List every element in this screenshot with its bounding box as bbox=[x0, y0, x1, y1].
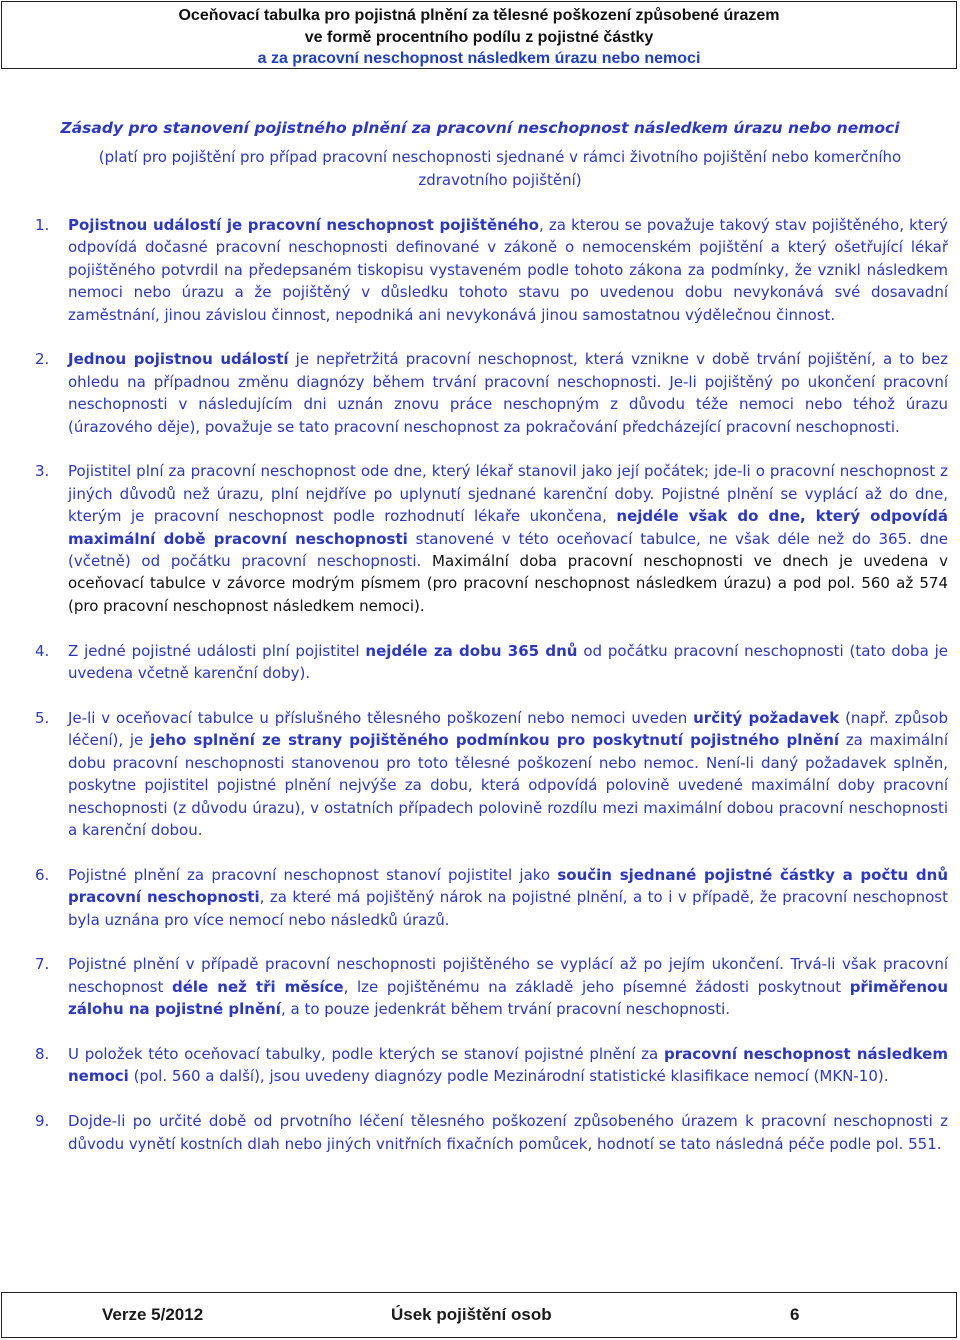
text-span: Pojistné plnění v případě pracovní neschopnosti pojištěného se vyplácí až po jejím ukončení. Trvá-li však pracovní neschopnost bbox=[68, 955, 948, 996]
text-span: stanovené v této oceňovací tabulce, ne však déle než do 365. dne (včetně) od počátku pracovní neschopnosti. bbox=[68, 529, 948, 571]
text-span: přiměřenou zálohu na pojistné plnění bbox=[68, 977, 949, 1019]
text-span: , lze pojištěnému na základě jeho písemné žádosti poskytnout bbox=[343, 977, 850, 996]
text-span: součin sjednané pojistné částky a počtu dnů pracovní neschopnosti bbox=[68, 865, 948, 907]
text-span: Pojistitel plní za pracovní neschopnost ode dne, který lékař stanovil jako její počátek; jde-li o pracovní neschopnost z jiných důvodů než úrazu, plní nejdříve po uplynutí sjednané karenční doby. Pojistné plnění se vyplácí až do dne, kterým je pracovní neschopnost podle rozhodnutí lékaře ukončena, bbox=[68, 462, 948, 526]
item-number: 7. bbox=[35, 955, 50, 974]
text-span: Pojistné plnění za pracovní neschopnost stanoví pojistitel jako bbox=[68, 865, 558, 884]
list-item bbox=[0, 864, 948, 931]
section-note: (platí pro pojištění pro případ pracovní neschopnosti sjednané v rámci životního pojištění nebo komerčního zdravotního pojištění) bbox=[98, 148, 902, 189]
text-span: nejdéle za dobu 365 dnů bbox=[365, 641, 578, 660]
list-item bbox=[0, 460, 948, 617]
list-item bbox=[0, 640, 948, 685]
item-number: 8. bbox=[35, 1044, 50, 1063]
section-title: Zásady pro stanovení pojistného plnění za pracovní neschopnost následkem úrazu nebo nemoci bbox=[60, 119, 900, 137]
rules-list bbox=[0, 214, 960, 1177]
list-item bbox=[0, 348, 948, 438]
item-number: 1. bbox=[35, 216, 50, 234]
footer-version: Verze 5/2012 bbox=[102, 1305, 204, 1324]
text-span: určitý požadavek bbox=[693, 708, 840, 727]
footer-department: Úsek pojištění osob bbox=[391, 1305, 552, 1324]
document-header bbox=[1, 1, 957, 69]
text-span: déle než tři měsíce bbox=[171, 977, 344, 996]
header-title-line-3: a za pracovní neschopnost následkem úrazu nebo nemoci bbox=[257, 50, 701, 67]
text-span: U položek této oceňovací tabulky, podle kterých se stanoví pojistné plnění za bbox=[68, 1044, 664, 1063]
text-span: , za které má pojištěný nárok na pojistné plnění, a to i v případě, že pracovní neschopnost byla uznána pro více nemocí nebo následků úrazů. bbox=[68, 888, 948, 929]
text-span: pracovní neschopnost následkem nemoci bbox=[68, 1044, 948, 1086]
footer-page-number: 6 bbox=[790, 1305, 800, 1324]
text-span: jeho splnění ze strany pojištěného podmínkou pro poskytnutí pojistného plnění bbox=[149, 731, 840, 750]
item-number: 3. bbox=[35, 462, 50, 481]
document-footer bbox=[1, 1292, 957, 1338]
list-item bbox=[0, 1043, 948, 1088]
text-span: nejdéle však do dne, který odpovídá maximální době pracovní neschopnosti bbox=[68, 507, 948, 548]
item-number: 5. bbox=[35, 708, 50, 727]
text-span: za maximální dobu pracovní neschopnosti stanovenou pro toto tělesné poškození nebo nemoc. Není-li daný požadavek splněn, poskytne pojistitel pojistné plnění nejvýše za dobu, která odpovídá polovině uvedené maximální doby pracovní neschopnosti (z důvodu úrazu), v ostatních případech polovině rozdílu mezi maximální dobou pracovní neschopnosti a karenční dobou. bbox=[68, 731, 948, 839]
text-span: , za kterou se považuje takový stav pojištěného, který odpovídá dočasné pracovní neschopnosti definované v zákoně o nemocenském pojištění a který ošetřující lékař pojištěného potvrdil na předepsaném tiskopisu vystaveném podle tohoto zákona za podmínky, že vznikl následkem nemoci nebo úrazu a že pojištěný v důsledku tohoto stavu po uvedenou dobu nevykonává své dosavadní zaměstnání, jinou závislou činnost, nepodniká ani nevykonává jinou samostatnou výdělečnou činnost. bbox=[68, 216, 948, 324]
list-item bbox=[0, 707, 948, 841]
list-item bbox=[0, 953, 948, 1020]
text-span: je nepřetržitá pracovní neschopnost, která vznikne v době trvání pojištění, a to bez ohledu na případnou změnu diagnózy během trvání pracovní neschopnosti. Je-li pojištěný po ukončení pracovní neschopnosti v následujícím dni uznán znovu práce neschopným z důvodu téže nemoci nebo téhož úrazu (úrazového děje), považuje se tato pracovní neschopnost za pokračování předcházející pracovní neschopnosti. bbox=[68, 350, 948, 436]
list-item bbox=[0, 214, 948, 326]
text-span: Z jedné pojistné události plní pojistitel bbox=[68, 641, 366, 660]
item-number: 4. bbox=[35, 641, 50, 660]
header-title-line-2: ve formě procentního podílu z pojistné částky bbox=[304, 28, 654, 46]
header-title-line-1: Oceňovací tabulka pro pojistná plnění za tělesné poškození způsobené úrazem bbox=[178, 7, 780, 24]
item-number: 6. bbox=[35, 865, 50, 884]
text-span: od počátku pracovní neschopnosti (tato doba je uvedena včetně karenční doby). bbox=[68, 641, 949, 683]
item-number: 2. bbox=[35, 350, 50, 369]
text-span: (např. způsob léčení), je bbox=[68, 708, 948, 750]
text-span: Pojistnou událostí je pracovní neschopnost pojištěného bbox=[68, 216, 539, 234]
text-span: Dojde-li po určité době od prvotního léčení tělesného poškození způsobeného úrazem k pracovní neschopnosti z důvodu vynětí kostních dlah nebo jiných vnitřních fixačních pomůcek, hodnotí se tato následná péče podle pol. 551. bbox=[68, 1112, 948, 1153]
text-span: , a to pouze jedenkrát během trvání pracovní neschopnosti. bbox=[280, 1000, 731, 1019]
item-number: 9. bbox=[35, 1112, 50, 1131]
text-span: Jednou pojistnou událostí bbox=[68, 350, 289, 369]
text-span: Maximální doba pracovní neschopnosti ve dnech je uvedena v oceňovací tabulce v závorce modrým písmem (pro pracovní neschopnost následkem úrazu) a pod pol. 560 až 574 (pro pracovní neschopnost následkem nemoci). bbox=[68, 552, 948, 615]
list-item bbox=[0, 1110, 948, 1155]
text-span: Je-li v oceňovací tabulce u příslušného tělesného poškození nebo nemoci uveden bbox=[68, 708, 694, 727]
text-span: (pol. 560 a další), jsou uvedeny diagnózy podle Mezinárodní statistické klasifikace nemocí (MKN-10). bbox=[128, 1067, 889, 1086]
